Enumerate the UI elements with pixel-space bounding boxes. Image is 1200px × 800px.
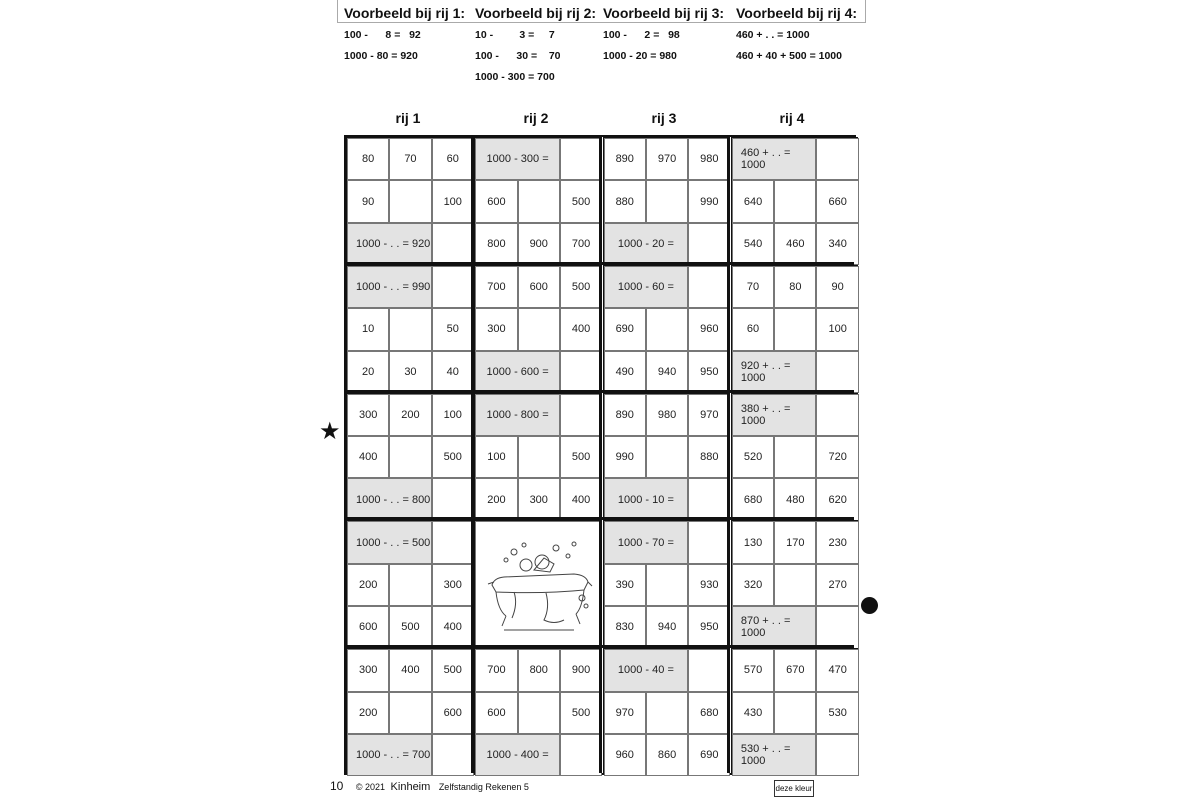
example-rij-3 [603, 0, 724, 67]
equation-cell: 530 + . . = 1000 [732, 734, 817, 776]
block-band-4-rij-2 [474, 520, 601, 647]
number-cell: 830 [604, 606, 646, 648]
number-cell: 600 [475, 180, 517, 222]
answer-cell[interactable] [432, 734, 474, 776]
blank-number-cell[interactable] [646, 564, 688, 606]
equation-cell: 1000 - . . = 800 [347, 478, 432, 520]
answer-cell[interactable] [688, 478, 730, 520]
block-band-1-rij-3 [603, 137, 730, 264]
blank-number-cell[interactable] [774, 436, 816, 478]
equation-cell: 1000 - 40 = [604, 649, 689, 691]
blank-number-cell[interactable] [518, 692, 560, 734]
bathtub-illustration-icon [475, 521, 602, 648]
number-cell: 300 [432, 564, 474, 606]
number-cell: 970 [688, 394, 730, 436]
number-cell: 880 [604, 180, 646, 222]
number-cell: 90 [816, 266, 858, 308]
number-cell: 980 [688, 138, 730, 180]
equation-cell: 1000 - . . = 700 [347, 734, 432, 776]
block-band-3-rij-1 [346, 393, 473, 520]
number-cell: 890 [604, 138, 646, 180]
equation-cell: 380 + . . = 1000 [732, 394, 817, 436]
answer-cell[interactable] [816, 606, 858, 648]
number-cell: 800 [518, 649, 560, 691]
block-band-2-rij-4 [731, 265, 858, 392]
number-cell: 680 [688, 692, 730, 734]
number-cell: 430 [732, 692, 774, 734]
blank-number-cell[interactable] [518, 308, 560, 350]
blank-number-cell[interactable] [389, 308, 431, 350]
block-band-2-rij-1 [346, 265, 473, 392]
equation-cell: 1000 - 600 = [475, 351, 560, 393]
number-cell: 520 [732, 436, 774, 478]
exercise-grid [344, 135, 856, 775]
answer-cell[interactable] [560, 351, 602, 393]
example-rij-4 [736, 0, 857, 67]
example-title: Voorbeeld bij rij 2: [475, 5, 597, 21]
number-cell: 300 [518, 478, 560, 520]
star-icon: ★ [319, 418, 341, 445]
number-cell: 620 [816, 478, 858, 520]
number-cell: 660 [816, 180, 858, 222]
row-header-rij-3: rij 3 [651, 110, 677, 126]
number-cell: 500 [560, 692, 602, 734]
number-cell: 40 [432, 351, 474, 393]
blank-number-cell[interactable] [389, 692, 431, 734]
blank-number-cell[interactable] [389, 564, 431, 606]
dot-icon [861, 597, 878, 614]
number-cell: 460 [774, 223, 816, 265]
number-cell: 90 [347, 180, 389, 222]
answer-cell[interactable] [688, 521, 730, 563]
block-band-5-rij-2 [474, 648, 601, 775]
number-cell: 500 [389, 606, 431, 648]
example-line: 1000 - 20 = 980 [603, 50, 677, 62]
block-band-1-rij-2 [474, 137, 601, 264]
page-footer [330, 779, 529, 793]
number-cell: 200 [347, 692, 389, 734]
number-cell: 200 [347, 564, 389, 606]
column-divider [599, 137, 602, 773]
blank-number-cell[interactable] [774, 180, 816, 222]
number-cell: 690 [604, 308, 646, 350]
number-cell: 100 [432, 394, 474, 436]
number-cell: 500 [560, 436, 602, 478]
number-cell: 600 [432, 692, 474, 734]
example-line: 1000 - 300 = 700 [475, 71, 555, 83]
number-cell: 500 [560, 180, 602, 222]
example-rij-1 [344, 0, 465, 67]
equation-cell: 1000 - . . = 990 [347, 266, 432, 308]
equation-cell: 1000 - 70 = [604, 521, 689, 563]
answer-cell[interactable] [560, 394, 602, 436]
blank-number-cell[interactable] [389, 180, 431, 222]
blank-number-cell[interactable] [774, 564, 816, 606]
example-title: Voorbeeld bij rij 4: [736, 5, 858, 21]
number-cell: 500 [432, 436, 474, 478]
blank-number-cell[interactable] [646, 308, 688, 350]
number-cell: 670 [774, 649, 816, 691]
number-cell: 480 [774, 478, 816, 520]
blank-number-cell[interactable] [646, 180, 688, 222]
number-cell: 300 [475, 308, 517, 350]
number-cell: 30 [389, 351, 431, 393]
number-cell: 20 [347, 351, 389, 393]
color-label-box: deze kleur [774, 780, 814, 797]
answer-cell[interactable] [816, 351, 858, 393]
block-band-2-rij-3 [603, 265, 730, 392]
number-cell: 680 [732, 478, 774, 520]
number-cell: 600 [475, 692, 517, 734]
number-cell: 130 [732, 521, 774, 563]
number-cell: 200 [475, 478, 517, 520]
block-band-4-rij-3 [603, 520, 730, 647]
number-cell: 540 [732, 223, 774, 265]
block-band-1-rij-4 [731, 137, 858, 264]
equation-cell: 1000 - . . = 920 [347, 223, 432, 265]
number-cell: 700 [475, 649, 517, 691]
number-cell: 930 [688, 564, 730, 606]
number-cell: 570 [732, 649, 774, 691]
block-band-1-rij-1 [346, 137, 473, 264]
block-band-2-rij-2 [474, 265, 601, 392]
example-line: 10 - 3 = 7 [475, 29, 555, 41]
answer-cell[interactable] [688, 266, 730, 308]
column-divider [727, 137, 730, 773]
block-band-3-rij-2 [474, 393, 601, 520]
example-title: Voorbeeld bij rij 1: [344, 5, 466, 21]
number-cell: 690 [688, 734, 730, 776]
number-cell: 950 [688, 351, 730, 393]
blank-number-cell[interactable] [389, 436, 431, 478]
series-name: Zelfstandig Rekenen 5 [438, 782, 529, 792]
example-line: 460 + . . = 1000 [736, 29, 810, 41]
number-cell: 940 [646, 606, 688, 648]
block-band-5-rij-4 [731, 648, 858, 775]
number-cell: 700 [475, 266, 517, 308]
number-cell: 100 [816, 308, 858, 350]
equation-cell: 460 + . . = 1000 [732, 138, 817, 180]
example-line: 460 + 40 + 500 = 1000 [736, 50, 842, 62]
block-band-5-rij-3 [603, 648, 730, 775]
number-cell: 390 [604, 564, 646, 606]
copyright: © 2021 [355, 782, 386, 792]
number-cell: 600 [347, 606, 389, 648]
equation-cell: 1000 - 60 = [604, 266, 689, 308]
number-cell: 300 [347, 649, 389, 691]
number-cell: 970 [646, 138, 688, 180]
block-band-5-rij-1 [346, 648, 473, 775]
number-cell: 50 [432, 308, 474, 350]
row-header-rij-1: rij 1 [395, 110, 421, 126]
blank-number-cell[interactable] [518, 436, 560, 478]
answer-cell[interactable] [816, 734, 858, 776]
equation-cell: 1000 - 300 = [475, 138, 560, 180]
blank-number-cell[interactable] [774, 308, 816, 350]
blank-number-cell[interactable] [774, 692, 816, 734]
answer-cell[interactable] [432, 223, 474, 265]
number-cell: 400 [389, 649, 431, 691]
block-band-4-rij-1 [346, 520, 473, 647]
number-cell: 80 [347, 138, 389, 180]
number-cell: 100 [432, 180, 474, 222]
number-cell: 700 [560, 223, 602, 265]
number-cell: 10 [347, 308, 389, 350]
number-cell: 950 [688, 606, 730, 648]
row-header-rij-2: rij 2 [523, 110, 549, 126]
number-cell: 200 [389, 394, 431, 436]
row-header-rij-4: rij 4 [779, 110, 805, 126]
number-cell: 340 [816, 223, 858, 265]
answer-cell[interactable] [560, 138, 602, 180]
example-line: 1000 - 80 = 920 [344, 50, 418, 62]
band-divider [346, 390, 854, 393]
number-cell: 960 [604, 734, 646, 776]
example-line: 100 - 2 = 98 [603, 29, 680, 41]
number-cell: 100 [475, 436, 517, 478]
number-cell: 800 [475, 223, 517, 265]
answer-cell[interactable] [688, 649, 730, 691]
answer-cell[interactable] [432, 478, 474, 520]
number-cell: 80 [774, 266, 816, 308]
band-divider [346, 262, 854, 265]
number-cell: 880 [688, 436, 730, 478]
block-band-3-rij-4 [731, 393, 858, 520]
number-cell: 990 [688, 180, 730, 222]
example-line: 100 - 30 = 70 [475, 50, 561, 62]
equation-cell: 1000 - 10 = [604, 478, 689, 520]
number-cell: 720 [816, 436, 858, 478]
number-cell: 890 [604, 394, 646, 436]
number-cell: 640 [732, 180, 774, 222]
number-cell: 530 [816, 692, 858, 734]
number-cell: 270 [816, 564, 858, 606]
answer-cell[interactable] [560, 734, 602, 776]
number-cell: 960 [688, 308, 730, 350]
number-cell: 900 [560, 649, 602, 691]
page-number: 10 [330, 779, 344, 793]
blank-number-cell[interactable] [646, 436, 688, 478]
number-cell: 990 [604, 436, 646, 478]
number-cell: 300 [347, 394, 389, 436]
equation-cell: 1000 - 20 = [604, 223, 689, 265]
column-divider [471, 137, 474, 773]
number-cell: 600 [518, 266, 560, 308]
equation-cell: 1000 - 800 = [475, 394, 560, 436]
number-cell: 500 [560, 266, 602, 308]
example-title: Voorbeeld bij rij 3: [603, 5, 725, 21]
number-cell: 900 [518, 223, 560, 265]
example-rij-2 [475, 0, 596, 88]
number-cell: 230 [816, 521, 858, 563]
equation-cell: 1000 - . . = 500 [347, 521, 432, 563]
number-cell: 170 [774, 521, 816, 563]
number-cell: 940 [646, 351, 688, 393]
number-cell: 400 [432, 606, 474, 648]
blank-number-cell[interactable] [646, 692, 688, 734]
examples-header [337, 0, 865, 96]
brand-name: Kinheim [390, 781, 431, 793]
number-cell: 70 [389, 138, 431, 180]
blank-number-cell[interactable] [518, 180, 560, 222]
number-cell: 60 [432, 138, 474, 180]
block-band-4-rij-4 [731, 520, 858, 647]
band-divider [346, 517, 854, 520]
answer-cell[interactable] [816, 138, 858, 180]
number-cell: 400 [560, 478, 602, 520]
answer-cell[interactable] [688, 223, 730, 265]
number-cell: 980 [646, 394, 688, 436]
answer-cell[interactable] [432, 521, 474, 563]
number-cell: 320 [732, 564, 774, 606]
equation-cell: 920 + . . = 1000 [732, 351, 817, 393]
band-divider [346, 645, 854, 648]
number-cell: 400 [560, 308, 602, 350]
answer-cell[interactable] [816, 394, 858, 436]
number-cell: 860 [646, 734, 688, 776]
equation-cell: 1000 - 400 = [475, 734, 560, 776]
equation-cell: 870 + . . = 1000 [732, 606, 817, 648]
number-cell: 490 [604, 351, 646, 393]
number-cell: 70 [732, 266, 774, 308]
number-cell: 970 [604, 692, 646, 734]
number-cell: 60 [732, 308, 774, 350]
number-cell: 470 [816, 649, 858, 691]
example-line: 100 - 8 = 92 [344, 29, 421, 41]
number-cell: 400 [347, 436, 389, 478]
number-cell: 500 [432, 649, 474, 691]
answer-cell[interactable] [432, 266, 474, 308]
block-band-3-rij-3 [603, 393, 730, 520]
